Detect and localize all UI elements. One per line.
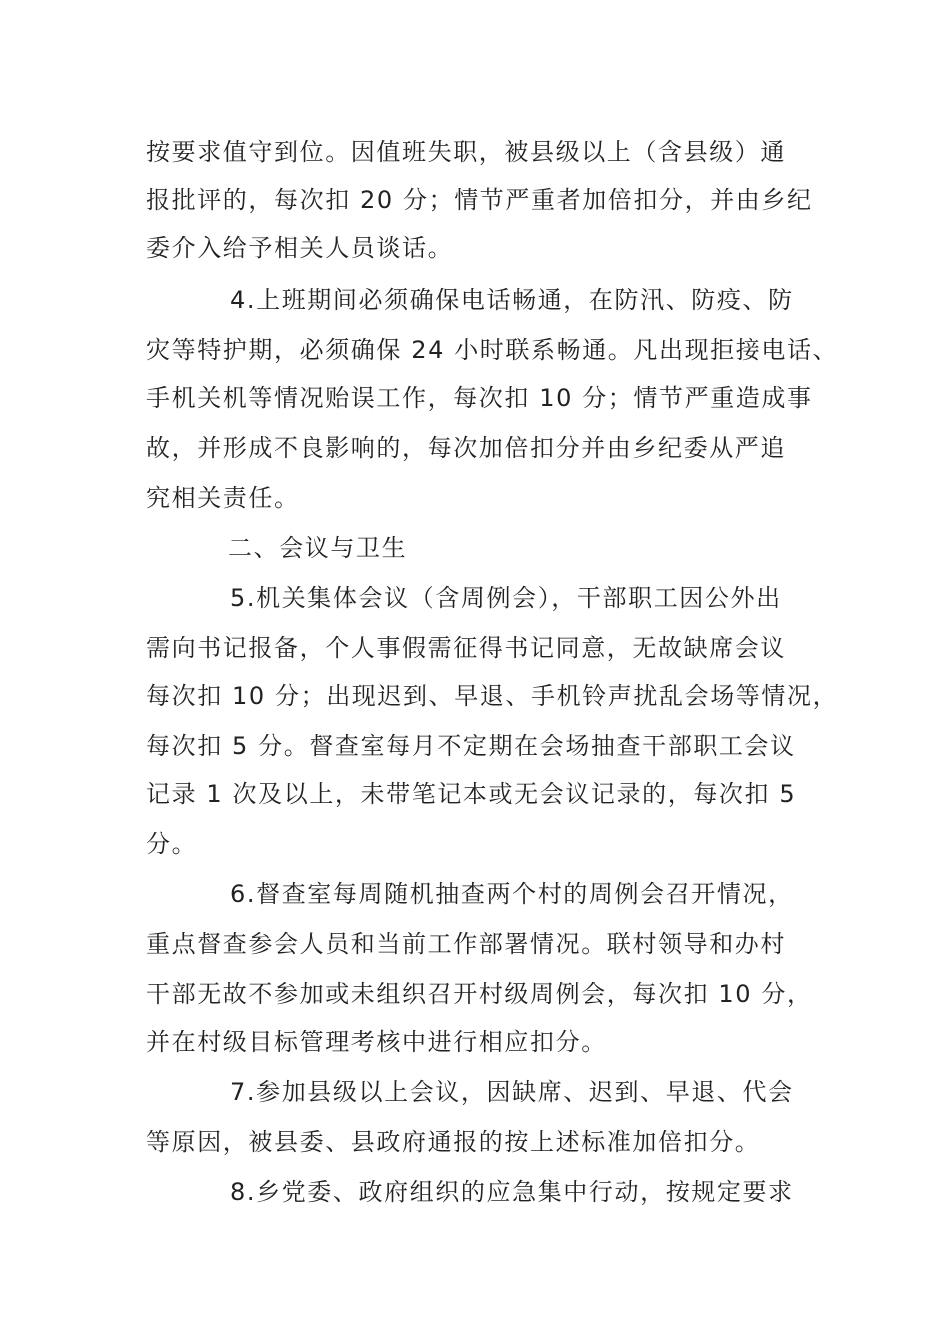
paragraph-line: 5.机关集体会议（含周例会），干部职工因公外出 <box>230 584 782 612</box>
paragraph-line: 需向书记报备，个人事假需征得书记同意，无故缺席会议 <box>146 634 786 662</box>
paragraph-line: 等原因，被县委、县政府通报的按上述标准加倍扣分。 <box>146 1128 761 1156</box>
section-heading: 二、会议与卫生 <box>228 534 408 562</box>
paragraph-line: 手机关机等情况贻误工作，每次扣 10 分；情节严重造成事 <box>146 384 813 412</box>
paragraph-line: 8.乡党委、政府组织的应急集中行动，按规定要求 <box>230 1178 794 1206</box>
paragraph-line: 每次扣 5 分。督查室每月不定期在会场抽查干部职工会议 <box>146 732 796 760</box>
paragraph-line: 按要求值守到位。因值班失职，被县级以上（含县级）通 <box>146 138 786 166</box>
paragraph-line: 重点督查参会人员和当前工作部署情况。联村领导和办村 <box>146 930 786 958</box>
paragraph-line: 4.上班期间必须确保电话畅通，在防汛、防疫、防 <box>230 286 794 314</box>
paragraph-line: 干部无故不参加或未组织召开村级周例会，每次扣 10 分， <box>146 980 813 1008</box>
paragraph-line: 究相关责任。 <box>146 484 300 512</box>
paragraph-line: 委介入给予相关人员谈话。 <box>146 234 454 262</box>
paragraph-line: 6.督查室每周随机抽查两个村的周例会召开情况， <box>230 880 794 908</box>
paragraph-line: 7.参加县级以上会议，因缺席、迟到、早退、代会 <box>230 1078 794 1106</box>
paragraph-line: 并在村级目标管理考核中进行相应扣分。 <box>146 1028 607 1056</box>
paragraph-line: 分。 <box>146 830 198 858</box>
paragraph-line: 故，并形成不良影响的，每次加倍扣分并由乡纪委从严追 <box>146 434 786 462</box>
paragraph-line: 记录 1 次及以上，未带笔记本或无会议记录的，每次扣 5 <box>146 780 797 808</box>
paragraph-line: 报批评的，每次扣 20 分；情节严重者加倍扣分，并由乡纪 <box>146 186 813 214</box>
paragraph-line: 灾等特护期，必须确保 24 小时联系畅通。凡出现拒接电话、 <box>146 336 839 364</box>
paragraph-line: 每次扣 10 分；出现迟到、早退、手机铃声扰乱会场等情况， <box>146 682 839 710</box>
